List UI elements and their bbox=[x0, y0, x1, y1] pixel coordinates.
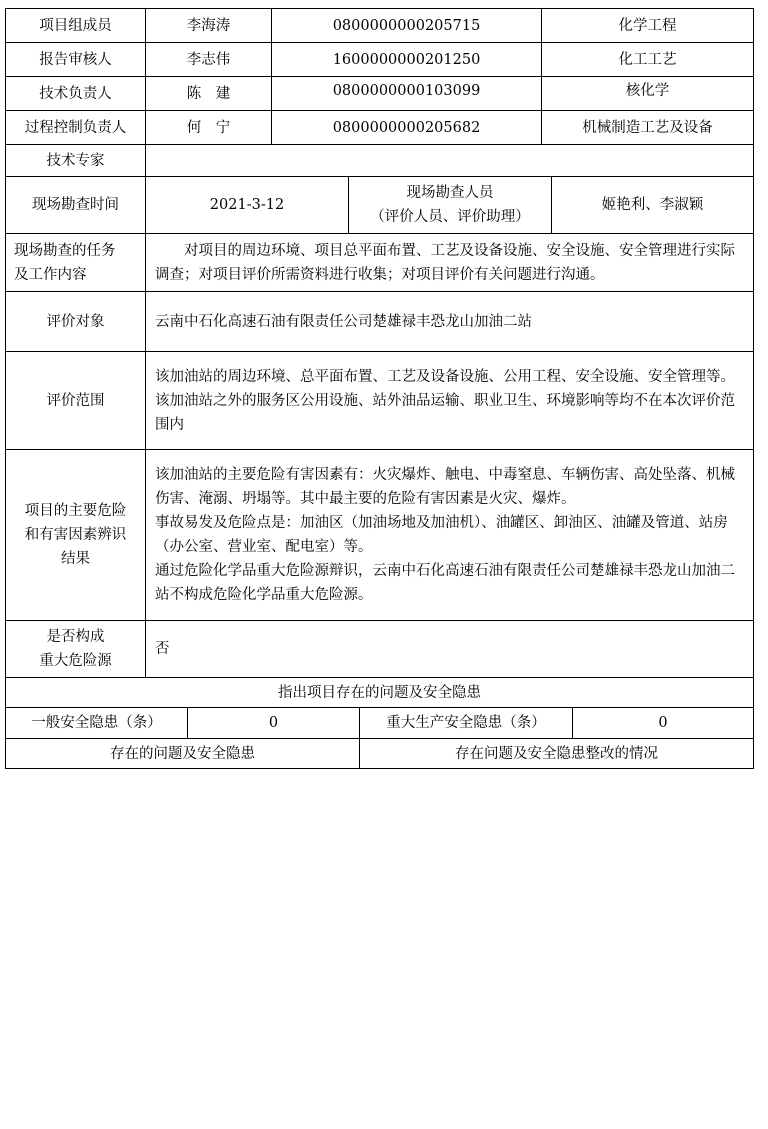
survey-staff-label-line-1: 现场勘查人员 bbox=[406, 185, 494, 201]
hazards-label-line-2: 和有害因素辨识 bbox=[24, 527, 127, 543]
major-cell: 核化学 bbox=[541, 76, 754, 111]
major-cell: 机械制造工艺及设备 bbox=[541, 110, 754, 145]
scope-content bbox=[145, 351, 754, 450]
cert-number-cell: 0800000000205715 bbox=[271, 8, 542, 43]
hazards-content bbox=[145, 449, 754, 621]
major-hazard-count: 0 bbox=[572, 707, 754, 739]
task-content bbox=[145, 233, 754, 292]
name-cell: 李海涛 bbox=[145, 8, 272, 43]
object-text: 云南中石化高速石油有限责任公司楚雄禄丰恐龙山加油二站 bbox=[145, 291, 754, 352]
major-hazard-label bbox=[5, 620, 146, 678]
hazards-label bbox=[5, 449, 146, 621]
role-cell: 项目组成员 bbox=[5, 8, 146, 43]
task-text: 对项目的周边环境、项目总平面布置、工艺及设备设施、安全设施、安全管理进行实际调查；对项目评价所需资料进行收集；对项目评价有关问题进行沟通。 bbox=[155, 242, 735, 283]
role-cell: 报告审核人 bbox=[5, 42, 146, 77]
general-hazard-count: 0 bbox=[187, 707, 360, 739]
role-cell: 过程控制负责人 bbox=[5, 110, 146, 145]
survey-staff-value: 姬艳利、李淑颖 bbox=[551, 176, 754, 234]
issues-column-header: 存在的问题及安全隐患 bbox=[5, 738, 360, 769]
hazards-line: 该加油站的主要危险有害因素有：火灾爆炸、触电、中毒窒息、车辆伤害、高处坠落、机械伤害、淹溺、坍塌等。其中最主要的危险有害因素是火灾、爆炸。 bbox=[155, 467, 735, 507]
major-cell: 化工工艺 bbox=[541, 42, 754, 77]
name-cell: 陈 建 bbox=[145, 76, 272, 111]
major-cell: 化学工程 bbox=[541, 8, 754, 43]
scope-label: 评价范围 bbox=[5, 351, 146, 450]
cert-number-cell: 0800000000205682 bbox=[271, 110, 542, 145]
task-label-line-1: 现场勘查的任务 bbox=[14, 242, 116, 259]
cert-number-cell: 1600000000201250 bbox=[271, 42, 542, 77]
scope-line: 该加油站之外的服务区公用设施、站外油品运输、职业卫生、环境影响等均不在本次评价范围内 bbox=[155, 392, 735, 433]
name-cell: 李志伟 bbox=[145, 42, 272, 77]
major-hazard-label-line-1: 是否构成 bbox=[46, 629, 105, 645]
issues-header: 指出项目存在的问题及安全隐患 bbox=[5, 677, 754, 708]
hazards-label-line-3: 结果 bbox=[61, 551, 90, 567]
survey-staff-label bbox=[348, 176, 552, 234]
task-label bbox=[5, 233, 146, 292]
major-hazard-value: 否 bbox=[145, 620, 754, 678]
major-hazard-count-label: 重大生产安全隐患（条） bbox=[359, 707, 573, 739]
general-hazard-label: 一般安全隐患（条） bbox=[5, 707, 188, 739]
object-label: 评价对象 bbox=[5, 291, 146, 352]
survey-time-value: 2021-3-12 bbox=[145, 176, 349, 234]
role-cell: 技术负责人 bbox=[5, 76, 146, 111]
hazards-line: 通过危险化学品重大危险源辩识，云南中石化高速石油有限责任公司楚雄禄丰恐龙山加油二站不构成危险化学品重大危险源。 bbox=[155, 563, 735, 603]
tech-expert-label: 技术专家 bbox=[5, 144, 146, 177]
hazards-label-line-1: 项目的主要危险 bbox=[24, 503, 127, 519]
major-hazard-label-line-2: 重大危险源 bbox=[39, 653, 112, 669]
survey-staff-label-line-2: （评价人员、评价助理） bbox=[370, 209, 530, 225]
scope-line: 该加油站的周边环境、总平面布置、工艺及设备设施、公用工程、安全设施、安全管理等。 bbox=[155, 368, 735, 385]
task-label-line-2: 及工作内容 bbox=[14, 266, 87, 283]
name-cell: 何 宁 bbox=[145, 110, 272, 145]
hazards-line: 事故易发及危险点是：加油区（加油场地及加油机）、油罐区、卸油区、油罐及管道、站房（办公室、营业室、配电室）等。 bbox=[155, 515, 728, 555]
cert-number-cell: 0800000000103099 bbox=[271, 76, 542, 111]
tech-expert-value bbox=[145, 144, 754, 177]
survey-time-label: 现场勘查时间 bbox=[5, 176, 146, 234]
rectification-column-header: 存在问题及安全隐患整改的情况 bbox=[359, 738, 754, 769]
